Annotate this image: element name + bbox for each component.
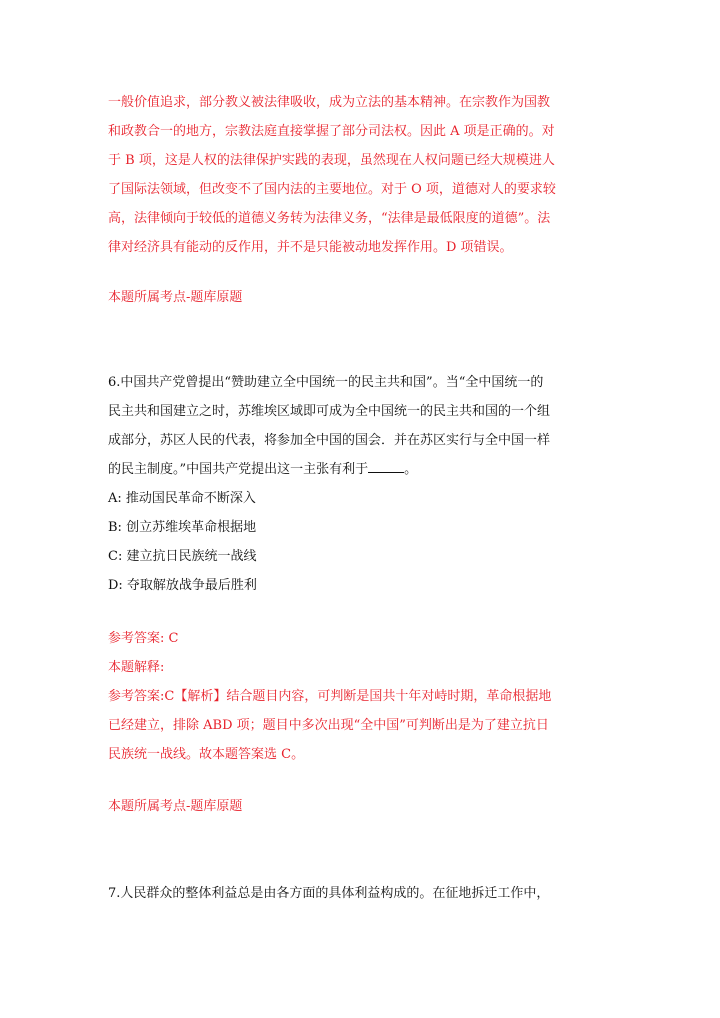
prev-explanation — [108, 88, 618, 262]
question-6-answer — [108, 624, 618, 769]
text-line: 民族统一战线。故本题答案选 C。 — [108, 747, 305, 762]
text-line: 6.中国共产党曾提出“赞助建立全中国统一的民主共和国”。当“全中国统一的 — [108, 375, 544, 390]
stem-last-text: 的民主制度。”中国共产党提出这一主张有利于 — [108, 462, 369, 477]
question-7-stem — [108, 879, 618, 908]
source-text: 本题所属考点-题库原题 — [108, 290, 243, 305]
text-line — [108, 455, 618, 484]
question-6-stem — [108, 368, 618, 600]
text-line: 成部分，苏区人民的代表，将参加全中国的国会．并在苏区实行与全中国一样 — [108, 433, 551, 448]
text-line: 高，法律倾向于较低的道德义务转为法律义务，“法律是最低限度的道德”。法 — [108, 211, 551, 226]
answer-blank — [368, 458, 404, 473]
question-6-source-label — [108, 792, 618, 821]
answer-text: 参考答案: C — [108, 631, 179, 646]
text-line: 和政教合一的地方，宗教法庭直接掌握了部分司法权。因此 A 项是正确的。对 — [108, 124, 555, 139]
text-line: 已经建立，排除 ABD 项；题目中多次出现“全中国”可判断出是为了建立抗日 — [108, 718, 549, 733]
option-d: D: 夺取解放战争最后胜利 — [108, 578, 257, 593]
explain-label: 本题解释: — [108, 660, 165, 675]
text-line: 7.人民群众的整体利益总是由各方面的具体利益构成的。在征地拆迁工作中， — [108, 886, 550, 901]
text-line: 律对经济具有能动的反作用，并不是只能被动地发挥作用。D 项错误。 — [108, 240, 513, 255]
option-c: C: 建立抗日民族统一战线 — [108, 549, 257, 564]
option-a: A: 推动国民革命不断深入 — [108, 491, 256, 506]
prev-source-label — [108, 283, 618, 312]
text-line: 参考答案:C【解析】结合题目内容，可判断是国共十年对峙时期，革命根据地 — [108, 689, 552, 704]
text-line: 了国际法领域，但改变不了国内法的主要地位。对于 O 项，道德对人的要求较 — [108, 182, 556, 197]
option-b: B: 创立苏维埃革命根据地 — [108, 520, 257, 535]
source-text: 本题所属考点-题库原题 — [108, 799, 243, 814]
text-line: 民主共和国建立之时，苏维埃区域即可成为全中国统一的民主共和国的一个组 — [108, 404, 551, 419]
text-line: 一般价值追求，部分教义被法律吸收，成为立法的基本精神。在宗教作为国教 — [108, 95, 551, 110]
text-line: 于 B 项，这是人权的法律保护实践的表现，虽然现在人权问题已经大规模进人 — [108, 153, 555, 168]
stem-tail: 。 — [404, 462, 418, 477]
